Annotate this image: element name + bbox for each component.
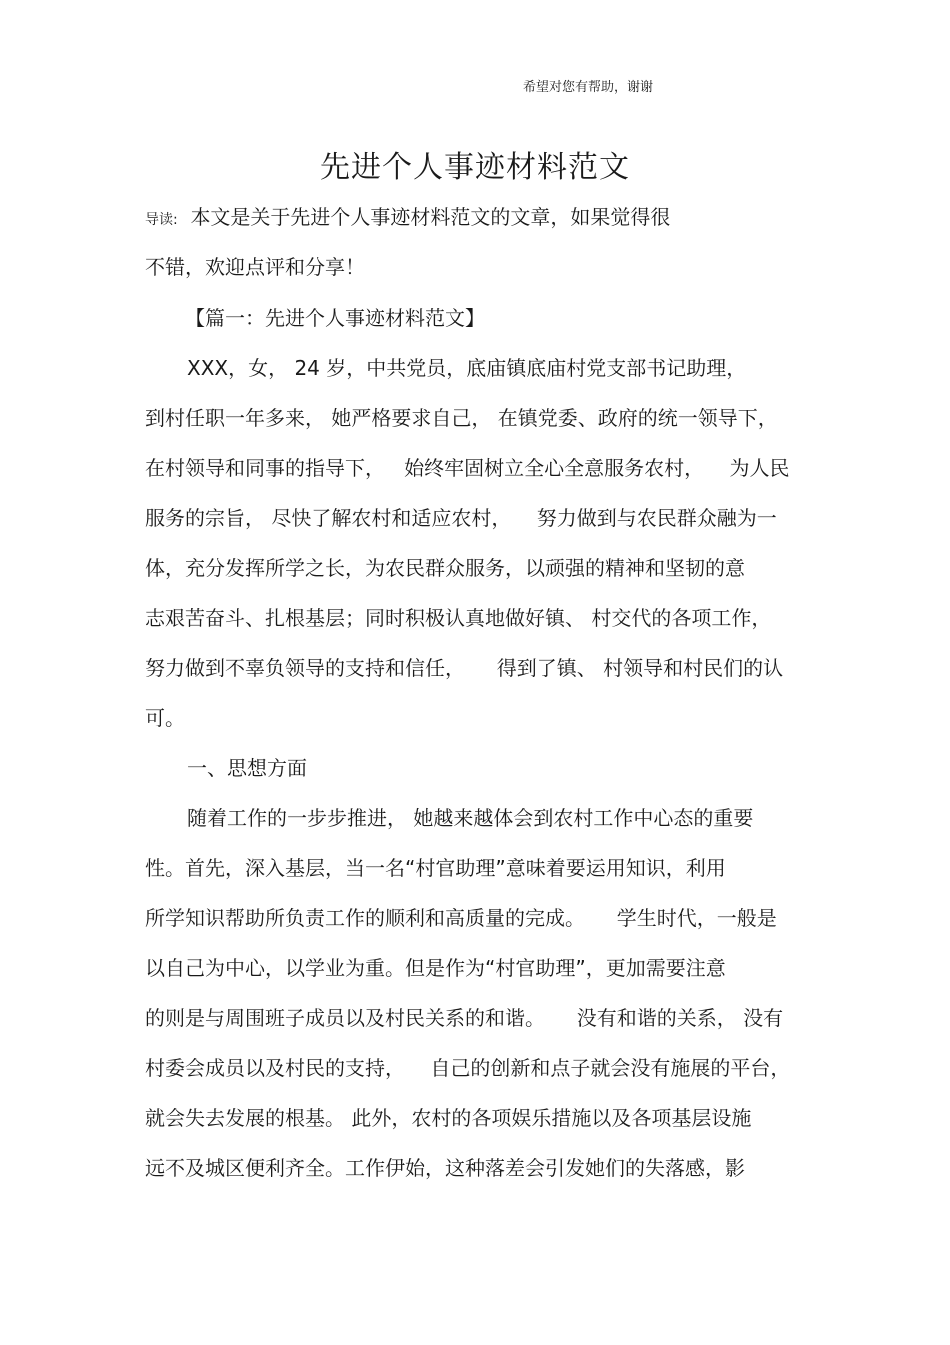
paragraph-line: 性。首先，深入基层，当一名“村官助理”意味着要运用知识，利用 xyxy=(145,856,726,880)
paragraph-line: 努力做到不辜负领导的支持和信任， 得到了镇、 村领导和村民们的认 xyxy=(145,656,784,680)
paragraph-line: 就会失去发展的根基。 此外，农村的各项娱乐措施以及各项基层设施 xyxy=(145,1106,752,1130)
intro-line xyxy=(145,203,670,231)
header-note: 希望对您有帮助，谢谢 xyxy=(523,80,654,95)
paragraph-line: 志艰苦奋斗、扎根基层；同时积极认真地做好镇、 村交代的各项工作， xyxy=(145,606,772,630)
subheading: 一、思想方面 xyxy=(187,756,307,780)
paragraph-line: 可。 xyxy=(145,706,185,730)
paragraph-line: XXX，女， 24 岁，中共党员，底庙镇底庙村党支部书记助理， xyxy=(187,356,747,380)
paragraph-line: 以自己为中心，以学业为重。但是作为“村官助理”，更加需要注意 xyxy=(145,956,726,980)
paragraph-line: 在村领导和同事的指导下， 始终牢固树立全心全意服务农村， 为人民 xyxy=(145,456,790,480)
paragraph-line: 服务的宗旨， 尽快了解农村和适应农村， 努力做到与农民群众融为一 xyxy=(145,506,777,530)
paragraph-line: 所学知识帮助所负责工作的顺利和高质量的完成。 学生时代，一般是 xyxy=(145,906,777,930)
intro-text-1: 本文是关于先进个人事迹材料范文的文章，如果觉得很 xyxy=(190,205,671,229)
paragraph-line: 远不及城区便利齐全。工作伊始，这种落差会引发她们的失落感，影 xyxy=(145,1156,745,1180)
paragraph-line: 的则是与周围班子成员以及村民关系的和谐。 没有和谐的关系， 没有 xyxy=(145,1006,784,1030)
paragraph-line: 随着工作的一步步推进， 她越来越体会到农村工作中心态的重要 xyxy=(187,806,754,830)
paragraph-line: 体，充分发挥所学之长，为农民群众服务，以顽强的精神和坚韧的意 xyxy=(145,556,745,580)
section-heading: 【篇一：先进个人事迹材料范文】 xyxy=(185,306,485,330)
paragraph-line: 到村任职一年多来， 她严格要求自己， 在镇党委、政府的统一领导下， xyxy=(145,406,778,430)
intro-text-2: 不错，欢迎点评和分享！ xyxy=(145,255,365,279)
intro-label: 导读: xyxy=(145,212,178,228)
paragraph-line: 村委会成员以及村民的支持， 自己的创新和点子就会没有施展的平台， xyxy=(145,1056,791,1080)
document-title: 先进个人事迹材料范文 xyxy=(320,150,630,185)
